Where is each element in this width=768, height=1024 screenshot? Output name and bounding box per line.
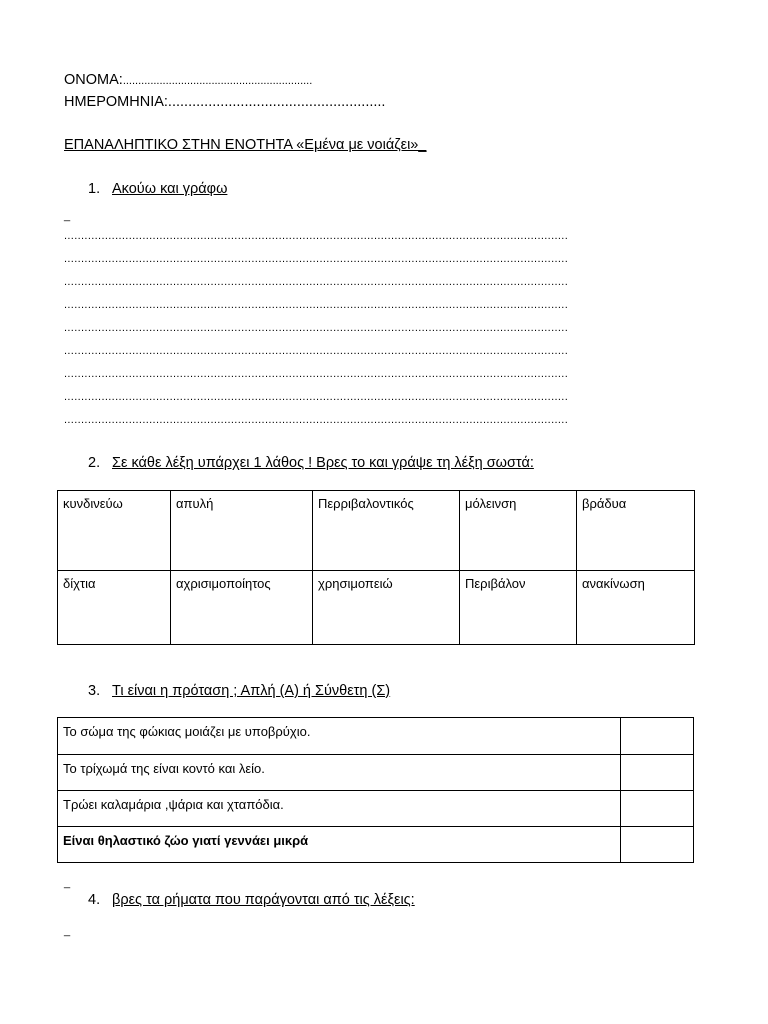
name-label: ΟΝΟΜΑ: (64, 72, 123, 88)
date-dots: ...................................................... (167, 94, 386, 110)
word-cell[interactable]: κυνδινεύω (58, 491, 171, 571)
word-cell[interactable]: Περιβάλον (460, 571, 577, 645)
section-3-title: Τι είναι η πρόταση ; Απλή (Α) ή Σύνθετη (Σ) (112, 683, 391, 699)
writing-line[interactable]: .................................................................................................................................................... (64, 230, 569, 242)
writing-line[interactable]: .................................................................................................................................................... (64, 299, 569, 311)
section-4-title: βρες τα ρήματα που παράγονται από τις λέξεις: (112, 892, 415, 908)
answer-box[interactable] (621, 791, 694, 827)
writing-line[interactable]: .................................................................................................................................................... (64, 391, 569, 403)
table-row (58, 755, 694, 791)
section-4-number: 4. (88, 892, 101, 908)
writing-line[interactable]: .................................................................................................................................................... (64, 276, 569, 288)
answer-box[interactable] (621, 827, 694, 863)
sentence-type-table (57, 717, 694, 863)
sentence-cell: Τρώει καλαμάρια ,ψάρια και χταπόδια. (58, 791, 621, 827)
writing-line[interactable]: .................................................................................................................................................... (64, 345, 569, 357)
writing-line[interactable]: .................................................................................................................................................... (64, 414, 569, 426)
writing-line[interactable]: .................................................................................................................................................... (64, 368, 569, 380)
sentence-cell: Είναι θηλαστικό ζώο γιατί γεννάει μικρά (58, 827, 621, 863)
section-2-number: 2. (88, 455, 101, 471)
writing-line[interactable]: .................................................................................................................................................... (64, 253, 569, 265)
answer-box[interactable] (621, 755, 694, 791)
section-4-dash-after: _ (64, 925, 71, 937)
section-2-heading (88, 455, 534, 471)
name-line (64, 72, 312, 88)
section-1-dash: _ (64, 210, 71, 222)
misspelled-words-table (57, 490, 695, 645)
word-cell[interactable]: δίχτια (58, 571, 171, 645)
word-cell[interactable]: χρησιμοπειώ (313, 571, 460, 645)
answer-box[interactable] (621, 718, 694, 755)
table-row (58, 571, 695, 645)
worksheet-title: ΕΠΑΝΑΛΗΠΤΙΚΟ ΣΤΗΝ ΕΝΟΤΗΤΑ «Εμένα με νοιάζει»_ (64, 137, 427, 153)
table-row (58, 827, 694, 863)
word-cell[interactable]: μόλεινση (460, 491, 577, 571)
writing-line[interactable]: .................................................................................................................................................... (64, 322, 569, 334)
table-row (58, 718, 694, 755)
section-3-number: 3. (88, 683, 101, 699)
sentence-cell: Το τρίχωμά της είναι κοντό και λείο. (58, 755, 621, 791)
section-4-heading (88, 892, 415, 908)
word-cell[interactable]: απυλή (171, 491, 313, 571)
section-2-title: Σε κάθε λέξη υπάρχει 1 λάθος ! Βρες το και γράψε τη λέξη σωστά: (112, 455, 534, 471)
sentence-cell: Το σώμα της φώκιας μοιάζει με υποβρύχιο. (58, 718, 621, 755)
date-label: ΗΜΕΡΟΜΗΝΙΑ: (64, 94, 168, 110)
word-cell[interactable]: Περριβαλοντικός (313, 491, 460, 571)
table-row (58, 491, 695, 571)
word-cell[interactable]: ανακίνωση (577, 571, 695, 645)
section-1-number: 1. (88, 181, 101, 197)
word-cell[interactable]: βράδυα (577, 491, 695, 571)
section-4-dash-before: _ (64, 877, 71, 889)
section-1-title: Ακούω και γράφω (112, 181, 228, 197)
date-line (64, 94, 385, 110)
name-dots: .............................................................. (122, 75, 313, 87)
table-row (58, 791, 694, 827)
section-3-heading (88, 683, 390, 699)
word-cell[interactable]: αχρισιμοποίητος (171, 571, 313, 645)
section-1-heading (88, 181, 227, 197)
